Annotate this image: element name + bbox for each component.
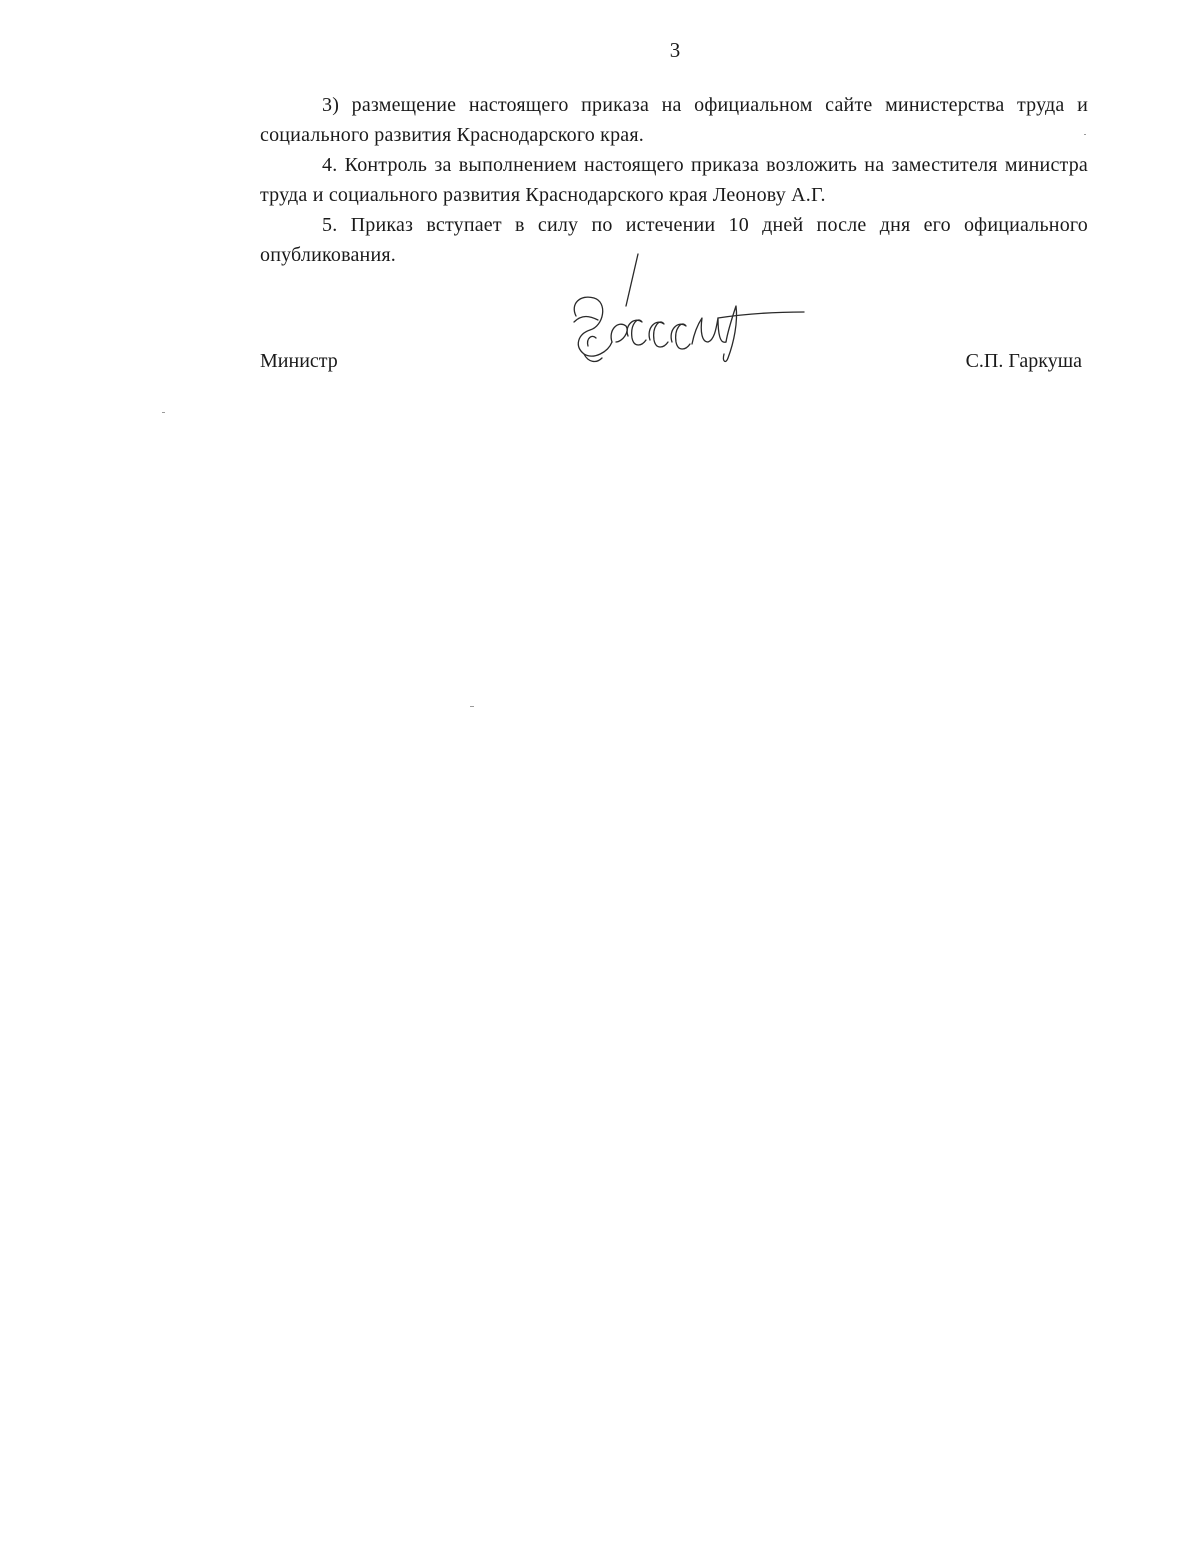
signer-name: С.П. Гаркуша xyxy=(965,350,1082,372)
paragraph-item-5: 5. Приказ вступает в силу по истечении 10 дней после дня его официального опубликования. xyxy=(260,214,1088,266)
paragraph-item-3: 3) размещение настоящего приказа на официальном сайте министерства труда и социального развития Краснодарского края. xyxy=(260,94,1088,146)
signer-position: Министр xyxy=(260,350,338,372)
handwritten-signature xyxy=(568,246,808,376)
scan-artifact xyxy=(162,412,165,413)
document-body xyxy=(260,90,1088,270)
scan-artifact xyxy=(1084,134,1086,135)
paragraph-item-4: 4. Контроль за выполнением настоящего приказа возложить на заместителя министра труда и социального развития Краснодарского края Леонову А.Г. xyxy=(260,154,1088,206)
scan-artifact xyxy=(470,706,474,707)
page-number: 3 xyxy=(669,38,681,62)
signature-block xyxy=(260,296,1088,386)
